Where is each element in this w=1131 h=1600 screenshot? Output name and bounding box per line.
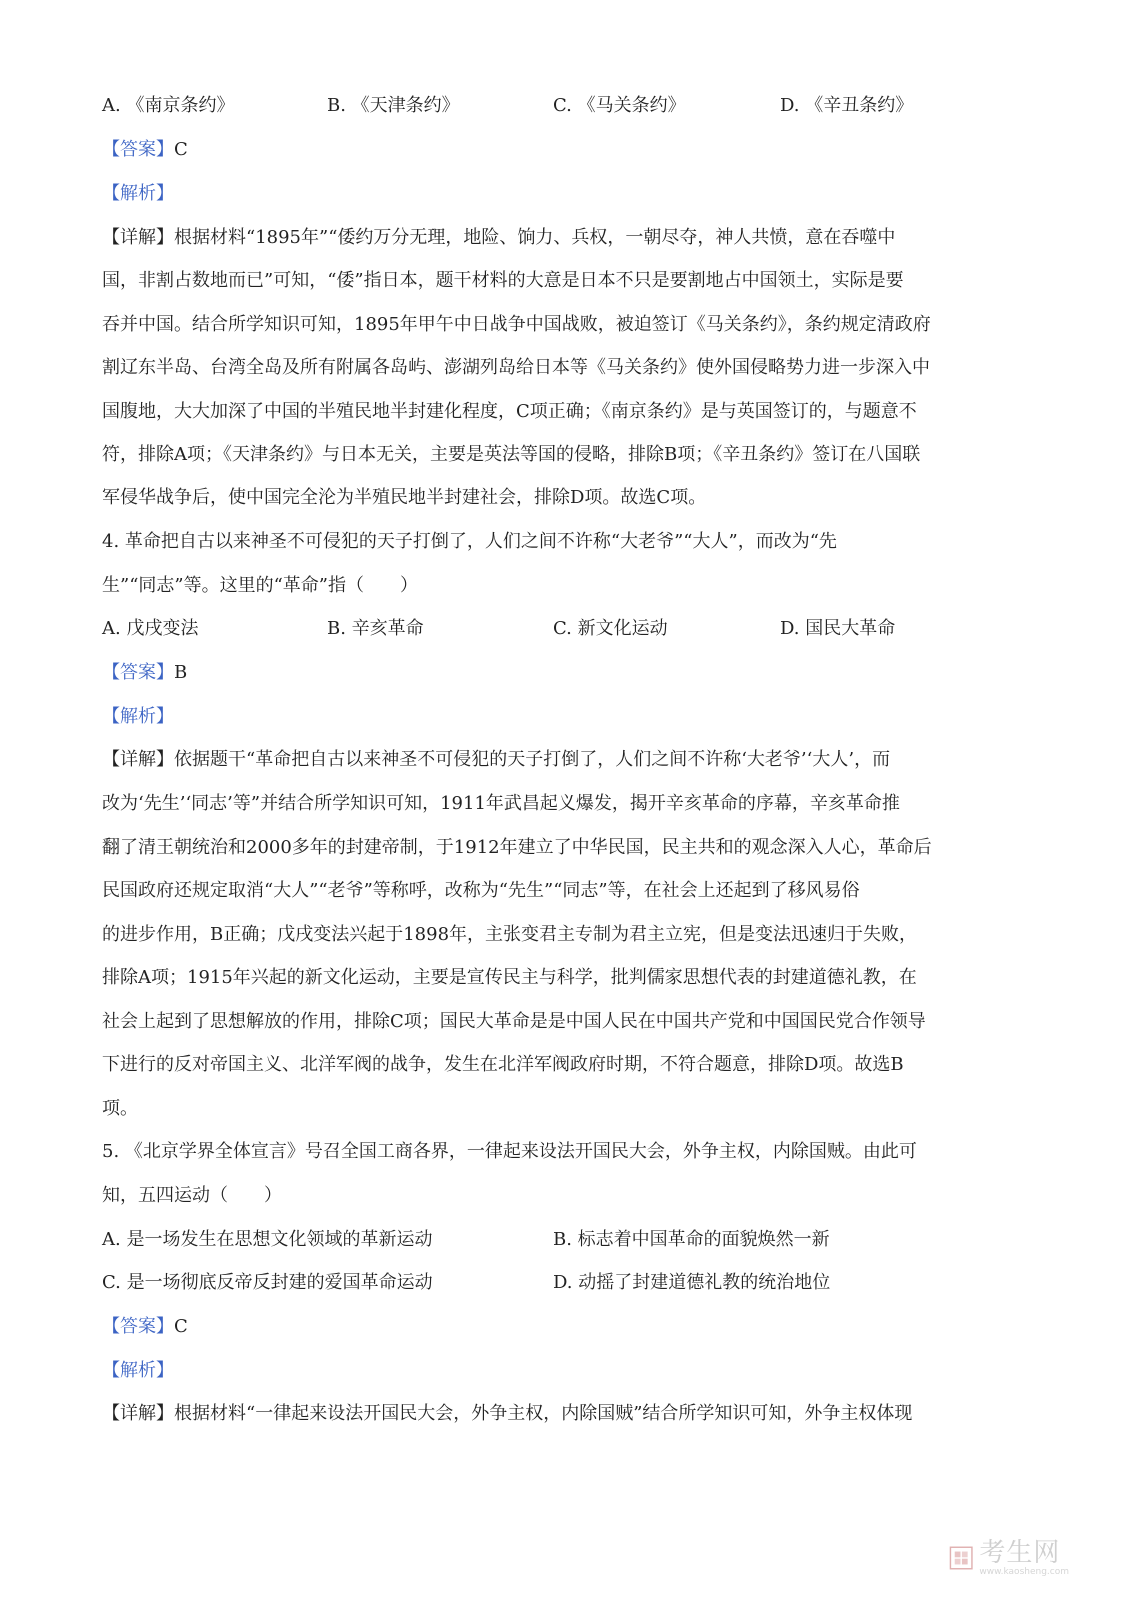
- q3-detail-line: 国，非割占数地而已”可知，“倭”指日本，题干材料的大意是日本不只是要割地占中国领土，实际是要: [102, 270, 904, 291]
- answer-tag: 【答案】: [102, 139, 174, 160]
- q3-detail-line: 军侵华战争后，使中国完全沦为半殖民地半封建社会，排除D项。故选C项。: [102, 487, 707, 508]
- q5-option-a: A. 是一场发生在思想文化领域的革新运动: [102, 1229, 433, 1250]
- q4-option-b: B. 辛亥革命: [327, 618, 424, 639]
- q3-detail-line: 国腹地，大大加深了中国的半殖民地半封建化程度，C项正确；《南京条约》是与英国签订的，与题意不: [102, 401, 917, 422]
- q5-answer: [102, 1315, 1032, 1339]
- q4-detail-line: 下进行的反对帝国主义、北洋军阀的战争，发生在北洋军阀政府时期，不符合题意，排除D项。故选B: [102, 1054, 904, 1075]
- q3-detail-line: 割辽东半岛、台湾全岛及所有附属各岛屿、澎湖列岛给日本等《马关条约》使外国侵略势力进一步深入中: [102, 357, 930, 378]
- answer-tag: 【答案】: [102, 1316, 174, 1337]
- detail-text: 依据题干“革命把自古以来神圣不可侵犯的天子打倒了，人们之间不许称‘大老爷’‘大人’，而: [174, 749, 891, 770]
- q4-detail-line: 民国政府还规定取消“大人”“老爷”等称呼，改称为“先生”“同志”等，在社会上还起到了移风易俗: [102, 880, 860, 901]
- q4-detail-line: 翻了清王朝统治和2000多年的封建帝制，于1912年建立了中华民国，民主共和的观念深入人心，革命后: [102, 837, 932, 858]
- q4-detail-line: 改为‘先生’‘同志’等”并结合所学知识可知，1911年武昌起义爆发，揭开辛亥革命的序幕，辛亥革命推: [102, 793, 900, 814]
- q3-option-b: B. 《天津条约》: [327, 95, 460, 116]
- detail-text: 根据材料“一律起来设法开国民大会，外争主权，内除国贼”结合所学知识可知，外争主权体现: [174, 1403, 913, 1424]
- q3-detail-line: 吞并中国。结合所学知识可知，1895年甲午中日战争中国战败，被迫签订《马关条约》，条约规定清政府: [102, 314, 931, 335]
- q4-option-c: C. 新文化运动: [553, 618, 668, 639]
- q4-answer: [102, 661, 1032, 685]
- q4-stem-line: 4. 革命把自古以来神圣不可侵犯的天子打倒了，人们之间不许称“大老爷”“大人”，而改为“先: [102, 531, 837, 552]
- watermark-cn: 考生网: [979, 1537, 1061, 1568]
- detail-tag: 【详解】: [102, 227, 174, 248]
- q5-stem-line: 知，五四运动（ ）: [102, 1185, 282, 1206]
- q3-answer: [102, 138, 1032, 162]
- q4-detail-line: 社会上起到了思想解放的作用，排除C项；国民大革命是是中国人民在中国共产党和中国国民党合作领导: [102, 1011, 926, 1032]
- detail-tag: 【详解】: [102, 1403, 174, 1424]
- analysis-tag: 【解析】: [102, 706, 174, 727]
- q4-option-a: A. 戊戌变法: [102, 618, 199, 639]
- detail-text: 根据材料“1895年”“倭约万分无理，地险、饷力、兵权，一朝尽夺，神人共愤，意在吞噬中: [174, 227, 896, 248]
- q5-stem-line: 5. 《北京学界全体宣言》号召全国工商各界，一律起来设法开国民大会，外争主权，内除国贼。由此可: [102, 1141, 917, 1162]
- answer-value: B: [174, 662, 188, 683]
- q4-detail-line: 的进步作用，B正确；戊戌变法兴起于1898年，主张变君主专制为君主立宪，但是变法迅速归于失败，: [102, 924, 918, 945]
- q4-detail-line: 排除A项；1915年兴起的新文化运动，主要是宣传民主与科学，批判儒家思想代表的封建道德礼教，在: [102, 967, 917, 988]
- q4-detail-line: [102, 748, 1032, 772]
- analysis-tag: 【解析】: [102, 183, 174, 204]
- q5-analysis: [102, 1359, 1032, 1383]
- answer-value: C: [174, 1316, 188, 1337]
- detail-tag: 【详解】: [102, 749, 174, 770]
- q3-option-c: C. 《马关条约》: [553, 95, 686, 116]
- q4-analysis: [102, 705, 1032, 729]
- q3-analysis: [102, 182, 1032, 206]
- q5-option-d: D. 动摇了封建道德礼教的统治地位: [553, 1272, 831, 1293]
- q3-detail-line: [102, 226, 1032, 250]
- q4-stem-line: 生”“同志”等。这里的“革命”指（ ）: [102, 575, 419, 596]
- q3-option-a: A. 《南京条约》: [102, 95, 235, 116]
- kaosheng-logo-icon: [949, 1541, 973, 1575]
- watermark-text: [979, 1537, 1069, 1577]
- q3-detail-line: 符，排除A项；《天津条约》与日本无关，主要是英法等国的侵略，排除B项；《辛丑条约》签订在八国联: [102, 444, 921, 465]
- q4-detail-line: 项。: [102, 1098, 138, 1119]
- q4-option-d: D. 国民大革命: [780, 618, 896, 639]
- q5-detail-line: [102, 1402, 1032, 1426]
- analysis-tag: 【解析】: [102, 1360, 174, 1381]
- q5-option-b: B. 标志着中国革命的面貌焕然一新: [553, 1229, 830, 1250]
- q5-option-c: C. 是一场彻底反帝反封建的爱国革命运动: [102, 1272, 433, 1293]
- watermark-en: www.kaosheng.com: [979, 1566, 1069, 1577]
- answer-value: C: [174, 139, 188, 160]
- q3-option-d: D. 《辛丑条约》: [780, 95, 914, 116]
- answer-tag: 【答案】: [102, 662, 174, 683]
- watermark: [949, 1538, 1069, 1578]
